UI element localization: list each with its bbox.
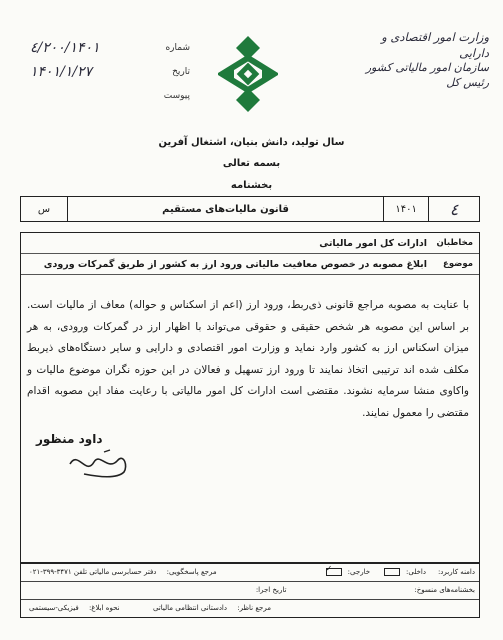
monitor-value: دادستانی انتظامی مالیاتی: [152, 604, 227, 612]
audience-row: [21, 233, 479, 254]
footer-row-1: [21, 563, 479, 582]
signature: [64, 446, 134, 486]
year-slogan: سال تولید، دانش بنیان، اشتغال آفرین: [158, 137, 345, 148]
document-title: بخشنامه: [230, 180, 273, 191]
circular-number: ٤: [428, 197, 479, 221]
reference-value: دفتر حسابرسی مالیاتی تلفن ۳۴۷۱-۳۹۹-۰۲۱: [29, 568, 157, 576]
letter-code: س: [37, 203, 51, 215]
monitor-label: مرجع ناظر:: [237, 604, 271, 612]
subject-label: موضوع: [443, 259, 473, 269]
circular-info-bar: [20, 196, 480, 222]
tax-organization-logo: [218, 34, 278, 112]
organization-name: سازمان امور مالیاتی کشور: [365, 61, 489, 75]
letter-metadata: [30, 36, 190, 108]
footer-row-2: [21, 581, 479, 600]
circular-year: ۱۴۰۱: [383, 197, 428, 221]
number-label: شماره: [165, 43, 190, 53]
circular-footer: [20, 562, 480, 618]
internal-checkbox: [384, 568, 400, 576]
bismillah: بسمه تعالی: [222, 158, 281, 169]
exec-date-label: تاریخ اجرا:: [255, 586, 287, 594]
scope-label: دامنه کاربرد:: [437, 568, 475, 576]
circular-body: [20, 232, 480, 564]
subject-row: [21, 254, 479, 275]
prohibited-label: بخشنامه‌های منسوخ:: [414, 586, 475, 594]
date-value: ۱۴۰۱/۱/۲۷: [30, 64, 93, 80]
signer-name: داود منظور: [36, 432, 103, 446]
ministry-header: [349, 30, 489, 91]
number-value: ۲۰۰/۱۴۰۱/٤: [30, 40, 100, 56]
attachment-label: پیوست: [163, 91, 190, 101]
external-label: خارجی:: [347, 568, 371, 576]
external-checkbox: [326, 568, 342, 576]
date-label: تاریخ: [172, 67, 190, 77]
audience-value: ادارات کل امور مالیاتی: [319, 237, 427, 249]
footer-row-3: [21, 599, 479, 617]
reference-label: مرجع پاسخگویی:: [166, 568, 217, 576]
notify-value: فیزیکی-سیستمی: [29, 604, 79, 612]
circular-text: با عنایت به مصوبه مراجع قانونی ذی‌ربط، ورود ارز (اعم از اسکناس و حواله) معاف از مالیات است. بر اساس این مصوبه هر شخص حقیقی و حقوقی می‌تواند با اظهار ارز در گمرکات ورودی، به هر میزان اسکناس ارز به کشور وارد نماید و وزارت امور اقتصادی و دارایی و سایر دستگاه‌های ذیربط مکلف شده اند ترتیبی اتخاذ نمایند تا ورود ارز تسهیل و فعالان در این حوزه نگران موضوع مالیات و واکاوی منشا سرمایه نشوند. مقتضی است ادارات کل امور مالیاتی با رعایت مفاد این مصوبه اقدام مقتضی را معمول نمایند.: [27, 299, 469, 419]
notify-label: نحوه ابلاغ:: [88, 604, 120, 612]
position-title: رئیس کل: [446, 75, 489, 89]
law-name: قانون مالیات‌های مستقیم: [67, 197, 383, 221]
subject-value: ابلاغ مصوبه در خصوص معافیت مالیاتی ورود ارز به کشور از طریق گمرکات ورودی: [43, 258, 427, 270]
audience-label: مخاطبان: [436, 238, 473, 248]
ministry-name: وزارت امور اقتصادی و دارایی: [381, 30, 489, 60]
internal-label: داخلی:: [406, 568, 426, 576]
